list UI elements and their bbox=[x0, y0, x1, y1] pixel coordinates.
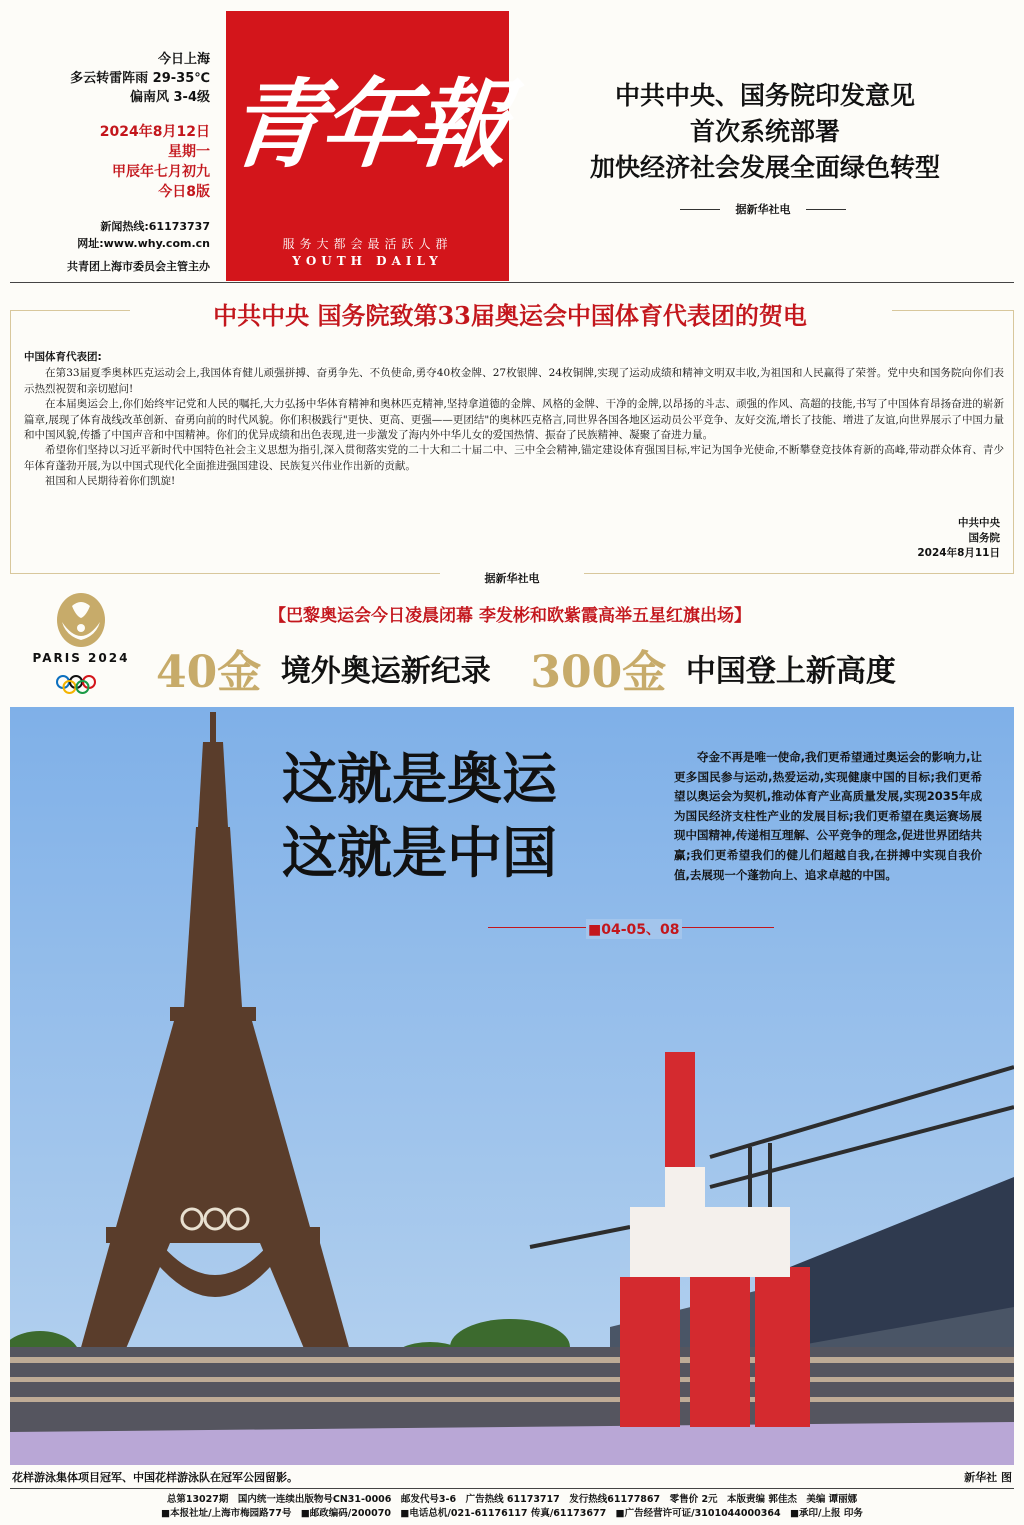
top-headline-line-1: 中共中央、国务院印发意见 bbox=[614, 81, 915, 110]
letter-signature bbox=[917, 516, 1000, 561]
letter-salutation: 中国体育代表团: bbox=[24, 351, 102, 363]
top-story-source bbox=[680, 201, 846, 217]
logo-calligraphy: 青年報 bbox=[222, 68, 511, 181]
footer-line-2: ■本报社址/上海市梅园路77号 ■邮政编码/200070 ■电话总机/021-61176117 传真/61173677 ■广告经营许可证/3101044000364 ■承印/上报 印务 bbox=[161, 1508, 863, 1519]
letter-source: 据新华社电 bbox=[440, 570, 584, 586]
section-divider bbox=[10, 282, 1014, 283]
divider bbox=[680, 209, 720, 210]
masthead-logo bbox=[222, 11, 511, 281]
gold-count-2: 300金 bbox=[530, 647, 667, 698]
top-headline-line-2: 首次系统部署 bbox=[689, 117, 840, 146]
date-weekday: 星期一 bbox=[168, 144, 210, 160]
issue-date bbox=[40, 122, 210, 202]
divider bbox=[10, 310, 130, 311]
headline-text-2: 中国登上新高度 bbox=[685, 654, 896, 689]
signature-date: 2024年8月11日 bbox=[917, 547, 1000, 559]
top-headline[interactable] bbox=[520, 78, 1010, 186]
letter-paragraph: 在第33届夏季奥林匹克运动会上,我国体育健儿顽强拼搏、奋勇争先、不负使命,勇夺40枚金牌、27枚银牌、24枚铜牌,实现了运动成绩和精神文明双丰收,为祖国和人民赢得了荣誉。党中央和国务院向你们表示热烈祝贺和亲切慰问! bbox=[24, 367, 1004, 395]
letter-paragraph: 祖国和人民期待着你们凯旋! bbox=[45, 475, 176, 488]
date-gregorian: 2024年8月12日 bbox=[99, 124, 210, 140]
divider bbox=[892, 310, 1014, 311]
weather-wind: 偏南风 3-4级 bbox=[129, 90, 210, 105]
section-divider bbox=[10, 1488, 1014, 1489]
photo-caption: 花样游泳集体项目冠军、中国花样游泳队在冠军公园留影。 bbox=[12, 1471, 298, 1484]
date-lunar: 甲辰年七月初九 bbox=[112, 164, 210, 180]
paris-logo-text: PARIS 2024 bbox=[32, 651, 130, 665]
olympics-subhead[interactable]: 【巴黎奥运会今日凌晨闭幕 李发彬和欧紫霞高举五星红旗出场】 bbox=[269, 606, 751, 626]
photo-title-line-2: 这就是中国 bbox=[282, 821, 558, 885]
signatory: 国务院 bbox=[968, 532, 1000, 544]
weather-info bbox=[40, 50, 210, 107]
paris-emblem-icon bbox=[26, 592, 136, 694]
letter-paragraph: 在本届奥运会上,你们始终牢记党和人民的嘱托,大力弘扬中华体育精神和奥林匹克精神,坚持拿道德的金牌、风格的金牌、干净的金牌,以昂扬的斗志、顽强的作风、高超的技能,书写了中国体育昂扬奋进的崭新篇章,展现了体育战线改革创新、奋勇向前的时代风貌。你们积极践行"更快、更高、更强——更团结"的奥林匹克格言,同世界各国各地区运动员公平竞争、友好交流,增长了技能、增进了友谊,向世界展示了中国力量和中国风貌,传播了中国声音和中国精神。你们的优异成绩和出色表现,进一步激发了海内外中华儿女的爱国热情、振奋了民族精神、凝聚了奋进力量。 bbox=[24, 398, 1004, 442]
source-text: 据新华社电 bbox=[735, 203, 791, 216]
logo-slogan: 服务大都会最活跃人群 bbox=[282, 237, 453, 251]
letter-body bbox=[24, 350, 1004, 490]
footer bbox=[0, 1493, 1024, 1521]
weather-city: 今日上海 bbox=[157, 52, 210, 67]
footer-line-1: 总第13027期 国内统一连续出版物号CN31-0006 邮发代号3-6 广告热线 61173717 发行热线61177867 零售价 2元 本版责编 郭佳杰 美编 谭丽娜 bbox=[166, 1494, 858, 1505]
news-hotline: 新闻热线:61173737 bbox=[100, 220, 210, 233]
divider bbox=[806, 209, 846, 210]
logo-english: YOUTH DAILY bbox=[292, 254, 443, 268]
letter-paragraph: 希望你们坚持以习近平新时代中国特色社会主义思想为指引,深入贯彻落实党的二十大和二十届二中、三中全会精神,锚定建设体育强国目标,牢记为国争光使命,不断攀登竞技体育新的高峰,带动群众体育、青少年体育蓬勃开展,为以中国式现代化全面推进强国建设、民族复兴伟业作出新的贡献。 bbox=[24, 444, 1004, 472]
page-reference[interactable]: ■04-05、08 bbox=[586, 919, 682, 939]
photo-title[interactable] bbox=[282, 742, 557, 890]
gold-count-1: 40金 bbox=[156, 647, 262, 698]
photo-credit: 新华社 图 bbox=[964, 1471, 1012, 1484]
paris-2024-logo bbox=[26, 592, 136, 694]
page-count: 今日8版 bbox=[158, 184, 210, 200]
website[interactable]: 网址:www.why.com.cn bbox=[77, 237, 210, 250]
headline-text-1: 境外奥运新纪录 bbox=[280, 654, 491, 689]
photo-title-line-1: 这就是奥运 bbox=[282, 747, 558, 811]
top-headline-line-3: 加快经济社会发展全面绿色转型 bbox=[589, 153, 940, 182]
olympics-headline[interactable] bbox=[156, 636, 1016, 696]
weather-condition: 多云转雷阵雨 29-35℃ bbox=[70, 71, 210, 86]
signatory: 中共中央 bbox=[958, 517, 1000, 529]
photo-commentary: 夺金不再是唯一使命,我们更希望通过奥运会的影响力,让更多国民参与运动,热爱运动,实现健康中国的目标;我们更希望以奥运会为契机,推动体育产业高质量发展,实现2035年成为国民经济支柱性产业的发展目标;我们更希望在奥运赛场展现中国精神,传递相互理解、公平竞争的理念,促进世界团结共赢;我们更希望我们的健儿们超越自我,在拼搏中实现自我价值,去展现一个蓬勃向上、追求卓越的中国。 bbox=[674, 750, 982, 882]
letter-title[interactable]: 中共中央 国务院致第33届奥运会中国体育代表团的贺电 bbox=[130, 296, 890, 331]
publisher: 共青团上海市委员会主管主办 bbox=[67, 260, 210, 273]
contact-info bbox=[30, 218, 210, 252]
